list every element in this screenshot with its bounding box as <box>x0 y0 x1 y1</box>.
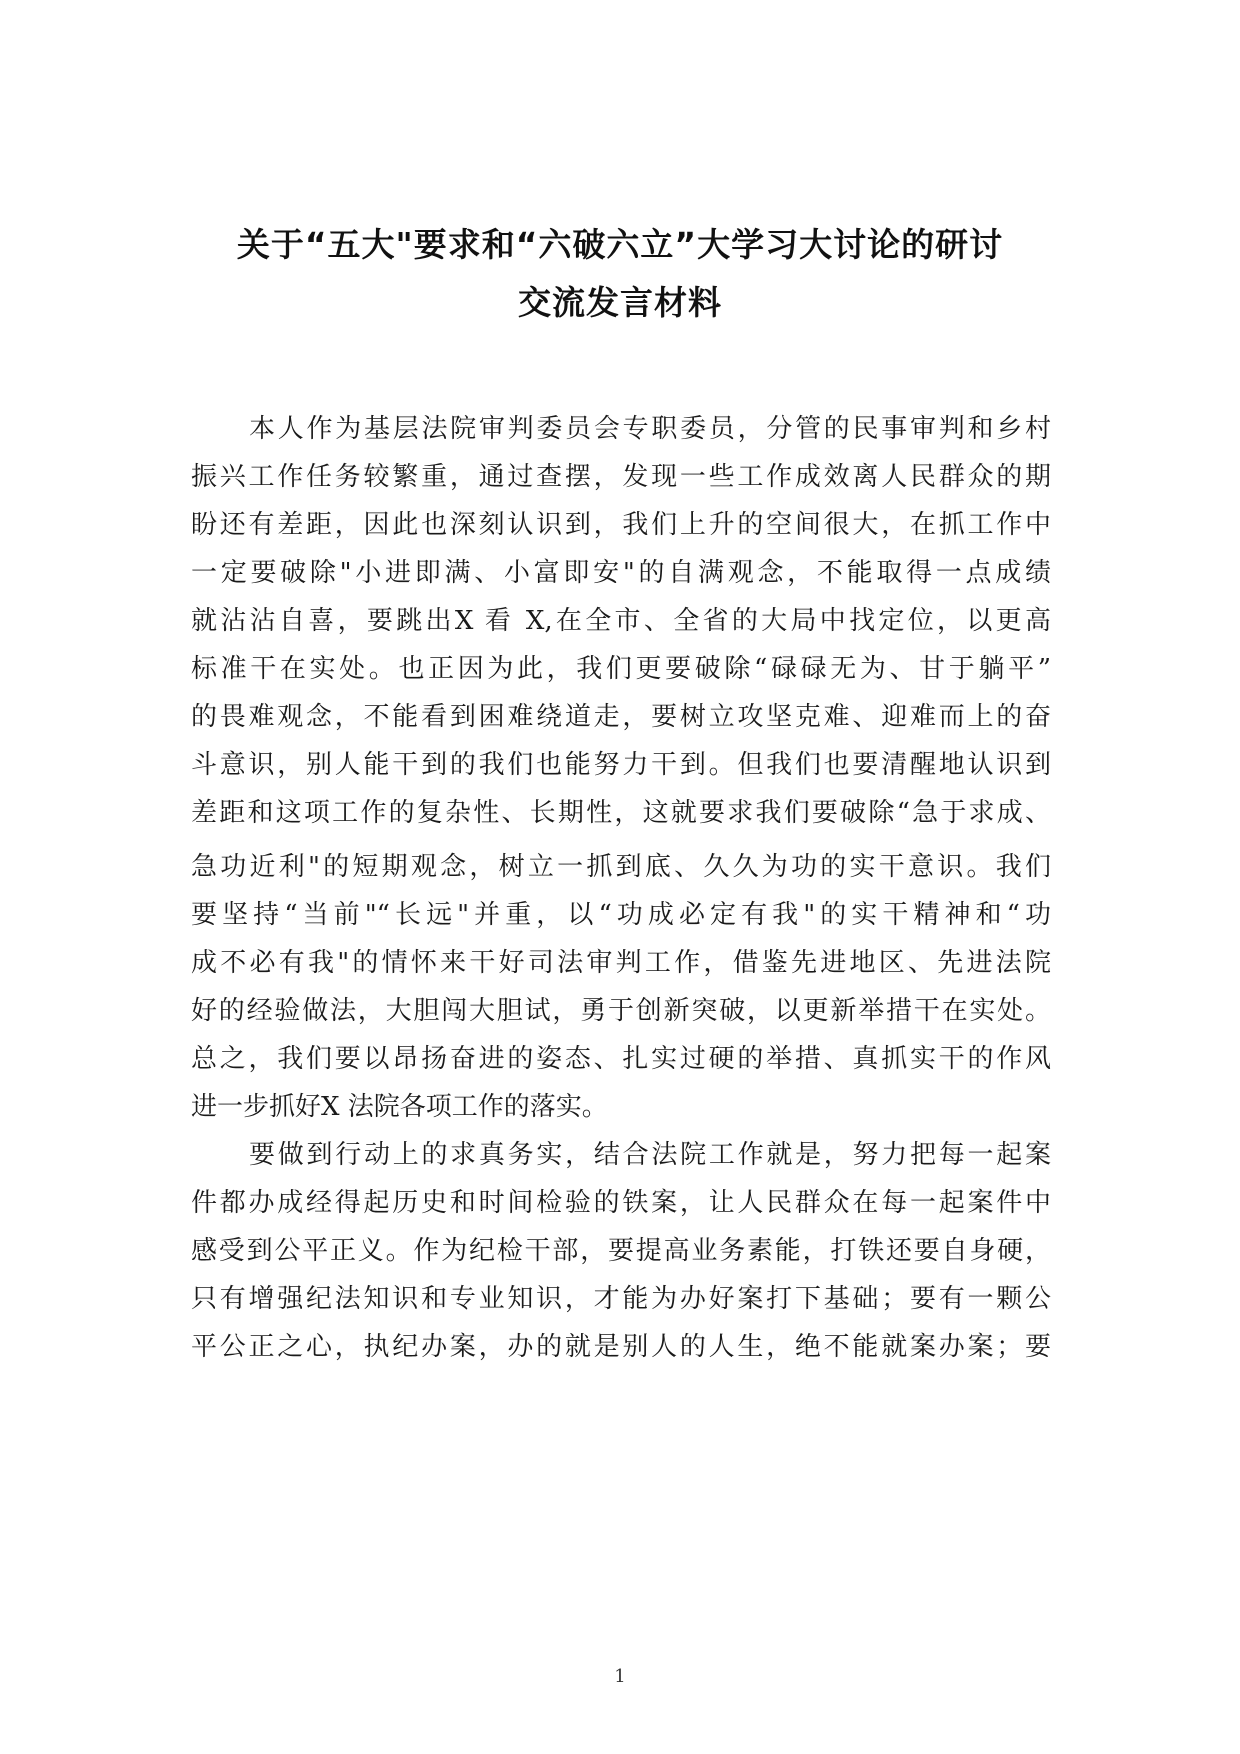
text-line: 要做到行动上的求真务实，结合法院工作就是，努力把每一起案 <box>249 1140 1051 1170</box>
title-line-1: 关于“五大"要求和“六破六立”大学习大讨论的研讨 <box>236 225 1004 264</box>
page-number: 1 <box>614 1666 626 1687</box>
text-line: 件都办成经得起历史和时间检验的铁案，让人民群众在每一起案件中 <box>191 1188 1051 1218</box>
text-line: 盼还有差距，因此也深刻认识到，我们上升的空间很大，在抓工作中 <box>191 510 1051 540</box>
text-line: 振兴工作任务较繁重，通过查摆，发现一些工作成效离人民群众的期 <box>191 462 1051 492</box>
paragraph-1 <box>191 405 1051 1131</box>
text-line: 差距和这项工作的复杂性、长期性，这就要求我们要破除“急于求成、 <box>191 798 1051 828</box>
text-line: 只有增强纪法知识和专业知识，才能为办好案打下基础；要有一颗公 <box>191 1284 1051 1314</box>
text-line: 进一步抓好X 法院各项工作的落实。 <box>191 1092 608 1122</box>
text-line: 总之，我们要以昂扬奋进的姿态、扎实过硬的举措、真抓实干的作风 <box>191 1044 1051 1074</box>
text-line: 一定要破除"小进即满、小富即安"的自满观念，不能取得一点成绩 <box>191 558 1051 588</box>
text-line: 平公正之心，执纪办案，办的就是别人的人生，绝不能就案办案；要 <box>191 1332 1051 1362</box>
text-line: 急功近利"的短期观念，树立一抓到底、久久为功的实干意识。我们 <box>191 852 1051 882</box>
text-line: 的畏难观念，不能看到困难绕道走，要树立攻坚克难、迎难而上的奋 <box>191 702 1051 732</box>
text-line: 好的经验做法，大胆闯大胆试，勇于创新突破，以更新举措干在实处。 <box>191 996 1051 1026</box>
text-line: 就沾沾自喜，要跳出X 看 X,在全市、全省的大局中找定位，以更高 <box>191 606 1051 636</box>
title-line-2: 交流发言材料 <box>518 283 722 322</box>
text-line: 要坚持“当前"“长远"并重，以“功成必定有我"的实干精神和“功 <box>191 900 1051 930</box>
text-line: 感受到公平正义。作为纪检干部，要提高业务素能，打铁还要自身硬， <box>191 1236 1051 1266</box>
document-title <box>190 216 1050 332</box>
text-line: 标准干在实处。也正因为此，我们更要破除“碌碌无为、甘于躺平” <box>191 654 1051 684</box>
text-line: 斗意识，别人能干到的我们也能努力干到。但我们也要清醒地认识到 <box>191 750 1051 780</box>
text-line: 成不必有我"的情怀来干好司法审判工作，借鉴先进地区、先进法院 <box>191 948 1051 978</box>
text-line: 本人作为基层法院审判委员会专职委员，分管的民事审判和乡村 <box>249 414 1051 444</box>
document-body <box>191 405 1051 1371</box>
paragraph-2 <box>191 1131 1051 1371</box>
